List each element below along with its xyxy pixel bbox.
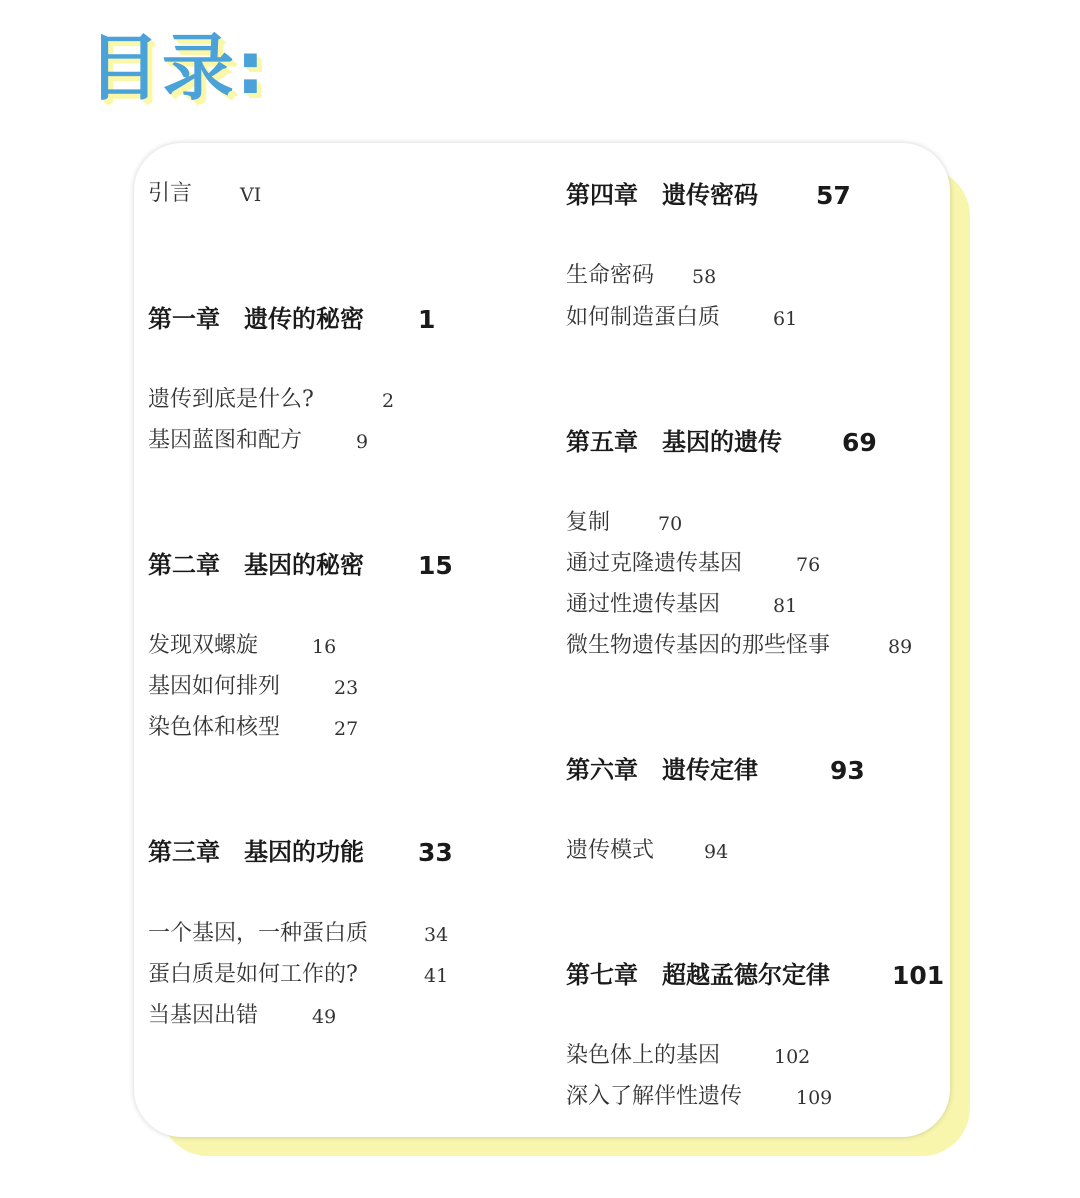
toc-entry[interactable]	[148, 1003, 337, 1028]
entry-title: 发现双螺旋	[148, 633, 259, 658]
chapter-page-number: 15	[418, 551, 453, 580]
entry-title: 蛋白质是如何工作的?	[148, 962, 358, 987]
entry-title: 当基因出错	[148, 1003, 259, 1028]
entry-title: 遗传到底是什么?	[148, 387, 314, 412]
entry-page-number: VI	[240, 184, 262, 206]
entry-title: 基因如何排列	[148, 674, 281, 699]
entry-page-number: 34	[424, 924, 449, 946]
toc-entry[interactable]	[148, 428, 369, 453]
toc-entry[interactable]	[566, 305, 798, 330]
toc-card	[134, 143, 950, 1137]
chapter-title: 基因的功能	[244, 838, 364, 866]
chapter-number: 第五章	[566, 428, 638, 456]
toc-entry-intro[interactable]	[148, 181, 262, 206]
entry-title: 深入了解伴性遗传	[566, 1084, 743, 1109]
toc-entry[interactable]	[566, 263, 717, 288]
entry-page-number: 49	[312, 1006, 337, 1028]
page-title: 目录:	[88, 26, 267, 110]
toc-entry[interactable]	[566, 510, 683, 535]
toc-entry[interactable]	[566, 592, 798, 617]
chapter-title: 遗传的秘密	[244, 305, 364, 333]
entry-title: 复制	[566, 510, 611, 535]
toc-entry[interactable]	[566, 633, 913, 658]
chapter-title: 基因的遗传	[662, 428, 782, 456]
entry-page-number: 70	[658, 513, 683, 535]
toc-entry[interactable]	[148, 715, 359, 740]
chapter-number: 第七章	[566, 961, 638, 989]
toc-chapter-heading[interactable]	[148, 551, 453, 580]
chapter-page-number: 1	[418, 305, 436, 334]
entry-title: 一个基因，一种蛋白质	[148, 921, 369, 946]
entry-title: 引言	[148, 181, 193, 206]
entry-page-number: 76	[796, 554, 821, 576]
entry-page-number: 81	[773, 595, 798, 617]
entry-title: 遗传模式	[566, 838, 655, 863]
entry-title: 生命密码	[566, 263, 655, 288]
chapter-page-number: 101	[892, 961, 945, 990]
toc-chapter-heading[interactable]	[566, 961, 945, 990]
toc-chapter-heading[interactable]	[148, 838, 453, 867]
toc-entry[interactable]	[148, 633, 337, 658]
chapter-page-number: 57	[816, 181, 851, 210]
entry-page-number: 27	[334, 718, 359, 740]
entry-title: 微生物遗传基因的那些怪事	[566, 633, 831, 658]
toc-chapter-heading[interactable]	[566, 181, 851, 210]
toc-entry[interactable]	[148, 921, 449, 946]
entry-page-number: 41	[424, 965, 449, 987]
chapter-title: 遗传密码	[662, 181, 758, 209]
chapter-page-number: 33	[418, 838, 453, 867]
chapter-page-number: 69	[842, 428, 877, 457]
toc-chapter-heading[interactable]	[566, 756, 865, 785]
toc-chapter-heading[interactable]	[148, 305, 436, 334]
toc-entry[interactable]	[566, 838, 729, 863]
toc-entry[interactable]	[148, 962, 449, 987]
chapter-number: 第六章	[566, 756, 638, 784]
toc-chapter-heading[interactable]	[566, 428, 877, 457]
toc-entry[interactable]	[566, 551, 821, 576]
entry-page-number: 61	[773, 308, 798, 330]
entry-title: 通过性遗传基因	[566, 592, 721, 617]
chapter-number: 第四章	[566, 181, 638, 209]
entry-page-number: 94	[704, 841, 729, 863]
entry-title: 染色体上的基因	[566, 1043, 721, 1068]
entry-title: 通过克隆遗传基因	[566, 551, 743, 576]
toc-entry[interactable]	[148, 674, 359, 699]
entry-title: 染色体和核型	[148, 715, 281, 740]
entry-title: 如何制造蛋白质	[566, 305, 721, 330]
entry-title: 基因蓝图和配方	[148, 428, 303, 453]
entry-page-number: 58	[692, 266, 717, 288]
chapter-title: 基因的秘密	[244, 551, 364, 579]
chapter-title: 遗传定律	[662, 756, 758, 784]
chapter-page-number: 93	[830, 756, 865, 785]
entry-page-number: 9	[356, 431, 369, 453]
entry-page-number: 109	[796, 1087, 833, 1109]
entry-page-number: 2	[382, 390, 395, 412]
chapter-number: 第二章	[148, 551, 220, 579]
chapter-title: 超越孟德尔定律	[662, 961, 830, 989]
toc-entry[interactable]	[148, 387, 395, 412]
entry-page-number: 16	[312, 636, 337, 658]
toc-entry[interactable]	[566, 1043, 811, 1068]
entry-page-number: 102	[774, 1046, 811, 1068]
entry-page-number: 23	[334, 677, 359, 699]
chapter-number: 第三章	[148, 838, 220, 866]
chapter-number: 第一章	[148, 305, 220, 333]
toc-entry[interactable]	[566, 1084, 833, 1109]
entry-page-number: 89	[888, 636, 913, 658]
